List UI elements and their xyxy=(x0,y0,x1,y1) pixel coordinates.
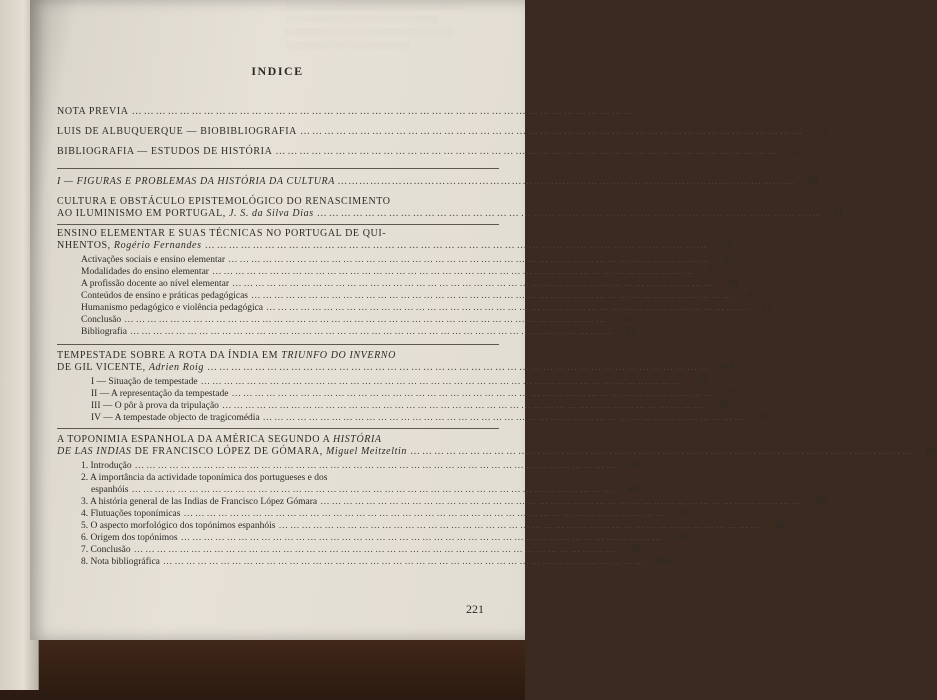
list-item: Bibliografia ……………………………………………………………………………………………………………… 66 xyxy=(57,326,497,338)
toc-subsection-list xyxy=(57,460,827,568)
list-item: 8. Nota bibliográfica ……………………………………………………………………………………………………………… 100 xyxy=(57,556,497,568)
show-through-text: ░░░░░░░░░░░░░░░░░░░░░░░░░░░░░░░░░░░░ ░░░░░░░░░░░░░░░░░░░░░░░░░░░░░░░ ░░░░░░░░░░░░░░░░░░░░░░░░░░░░░░░░░░ ░░░░░░░░░░░░░░░░░░░░░░░░░ xyxy=(285,2,464,49)
list-item: Activações sociais e ensino elementar ……………………………………………………………………………………………………………… 53 xyxy=(57,254,497,266)
list-item: A profissão docente ao nível elementar ……………………………………………………………………………………………………………… 59 xyxy=(57,278,497,290)
toc-entry: LUIS DE ALBUQUERQUE — BIOBIBLIOGRAFIA ……………………………………………………………………………………………………………… 9 xyxy=(57,126,497,138)
toc-essay-roig: TEMPESTADE SOBRE A ROTA DA ÍNDIA EM TRIUNFO DO INVERNO DE GIL VICENTE, Adrien Roig ……………………………………………………………………………………………………………… 69 xyxy=(57,350,497,374)
list-item: 3. A história general de las Indias de Francisco López Gómara ……………………………………………………………………………………………………………… 90 xyxy=(57,496,497,508)
toc-subsection-list xyxy=(57,376,769,424)
list-item: 6. Origem dos topónimos ……………………………………………………………………………………………………………… 95 xyxy=(57,532,497,544)
toc-subsection-list xyxy=(57,254,773,338)
list-item: III — O pôr à prova da tripulação ……………………………………………………………………………………………………………… 76 xyxy=(57,400,497,412)
list-item: espanhóis ……………………………………………………………………………………………………………… 89 xyxy=(57,484,497,496)
part-heading: I — FIGURAS E PROBLEMAS DA HISTÓRIA DA CULTURA ……………………………………………………………………………………………………………… 39 xyxy=(57,176,497,188)
list-item: 4. Flutuações toponímicas ……………………………………………………………………………………………………………… 91 xyxy=(57,508,497,520)
page-number: 221 xyxy=(466,602,484,616)
divider xyxy=(57,344,499,345)
toc-entry: NOTA PREVIA ……………………………………………………………………………………………………………… 7 xyxy=(57,106,497,118)
list-item: Conteúdos de ensino e práticas pedagógicas ……………………………………………………………………………………………………………… 61 xyxy=(57,290,497,302)
list-item: Humanismo pedagógico e violência pedagógica ……………………………………………………………………………………………………………… 64 xyxy=(57,302,497,314)
list-item: 7. Conclusão ……………………………………………………………………………………………………………… 99 xyxy=(57,544,497,556)
toc-essay-meitzeltin: A TOPONIMIA ESPANHOLA DA AMÉRICA SEGUNDO A HISTÓRIA DE LAS INDIAS DE FRANCISCO LÓPEZ DE GÓMARA, Miguel Meitzeltin ……………………………………………………………………………………………………………… 89 xyxy=(57,434,497,458)
divider xyxy=(57,168,499,169)
divider xyxy=(57,224,499,225)
list-item: Conclusão ……………………………………………………………………………………………………………… 64 xyxy=(57,314,497,326)
list-item: I — Situação de tempestade ……………………………………………………………………………………………………………… 70 xyxy=(57,376,497,388)
toc-entry: BIBLIOGRAFIA — ESTUDOS DE HISTÓRIA ……………………………………………………………………………………………………………… 13 xyxy=(57,146,497,158)
toc-essay-fernandes: ENSINO ELEMENTAR E SUAS TÉCNICAS NO PORTUGAL DE QUI- NHENTOS, Rogério Fernandes ……………………………………………………………………………………………………………… 53 xyxy=(57,228,497,252)
list-item: IV — A tempestade objecto de tragicomédia ……………………………………………………………………………………………………………… 79 xyxy=(57,412,497,424)
list-item: 5. O aspecto morfológico dos topónimos espanhóis ……………………………………………………………………………………………………………… 94 xyxy=(57,520,497,532)
list-item: II — A representação da tempestade ……………………………………………………………………………………………………………… 73 xyxy=(57,388,497,400)
list-item: 1. Introdução ……………………………………………………………………………………………………………… 89 xyxy=(57,460,497,472)
list-item: 2. A importância da actividade toponímica dos portugueses e dos xyxy=(81,473,328,483)
book-page xyxy=(30,0,937,640)
list-item: Modalidades do ensino elementar ……………………………………………………………………………………………………………… 57 xyxy=(57,266,497,278)
divider xyxy=(57,428,499,429)
page-title: INDICE xyxy=(251,64,304,78)
toc-essay-silva-dias: CULTURA E OBSTÁCULO EPISTEMOLÓGICO DO RENASCIMENTO AO ILUMINISMO EM PORTUGAL, J. S. da Silva Dias ……………………………………………………………………………………………………………… 41 xyxy=(57,196,497,220)
